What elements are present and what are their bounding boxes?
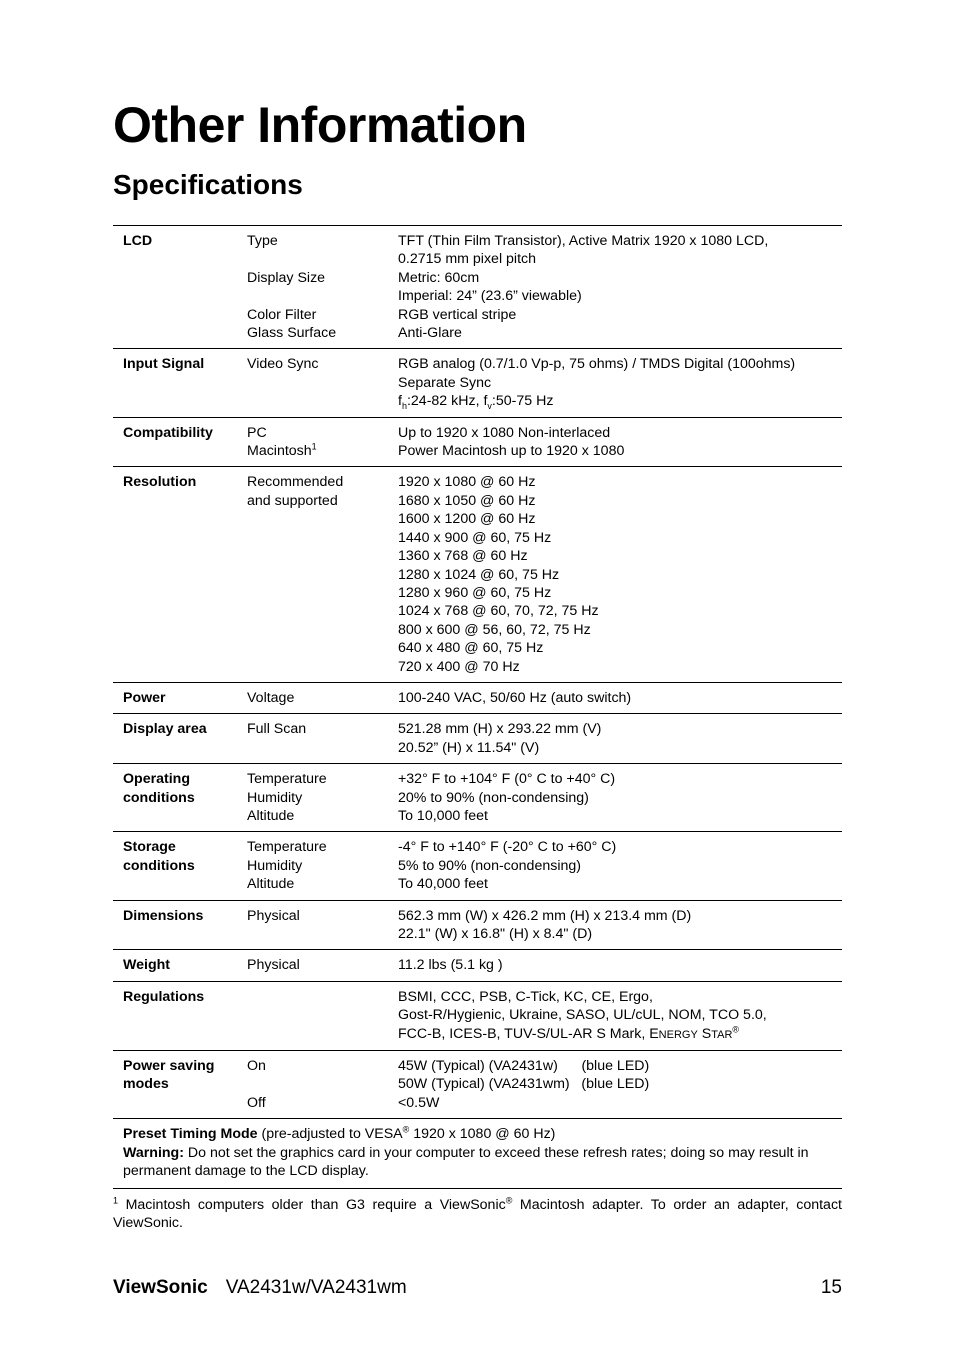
value-cell <box>398 838 842 893</box>
table-row <box>113 226 842 349</box>
footnote-marker: 1 <box>113 1195 119 1206</box>
page-number: 15 <box>820 1277 842 1298</box>
value-cell <box>398 907 842 944</box>
value-text: +32° F to +104° F (0° C to +40° C) <box>398 771 616 788</box>
category-label: Regulations <box>123 988 205 1005</box>
value-text: 45W (Typical) (VA2431w) (blue LED) <box>398 1058 650 1075</box>
value-text: RGB analog (0.7/1.0 Vp-p, 75 ohms) / TMDS Digital (100ohms) <box>398 356 796 373</box>
item-label: Video Sync <box>247 356 319 373</box>
section-title: Specifications <box>113 169 303 200</box>
value-text: RGB vertical stripe <box>398 306 517 323</box>
table-row <box>113 950 842 981</box>
item-cell <box>247 907 398 944</box>
preset-timing-label: Preset Timing Mode <box>123 1126 258 1143</box>
item-cell <box>247 424 398 461</box>
category-cell <box>123 988 247 1044</box>
category-label: conditions <box>123 857 195 874</box>
value-text: 1360 x 768 @ 60 Hz <box>398 548 528 565</box>
value-cell <box>398 473 842 675</box>
item-label: Voltage <box>247 689 295 706</box>
brand-name: ViewSonic <box>113 1277 208 1298</box>
category-cell <box>123 424 247 461</box>
value-text: 100-240 VAC, 50/60 Hz (auto switch) <box>398 689 632 706</box>
category-cell <box>123 838 247 893</box>
table-row <box>113 714 842 764</box>
category-label: Dimensions <box>123 907 204 924</box>
table-row <box>113 418 842 468</box>
item-cell <box>247 956 398 974</box>
category-label: Compatibility <box>123 424 213 441</box>
value-text: 1600 x 1200 @ 60 Hz <box>398 511 536 528</box>
value-cell <box>398 355 842 410</box>
value-text: 1280 x 1024 @ 60, 75 Hz <box>398 566 560 583</box>
table-row <box>113 901 842 951</box>
table-row <box>113 1051 842 1119</box>
item-label <box>247 1075 398 1093</box>
table-row <box>113 832 842 900</box>
value-text: 800 x 600 @ 56, 60, 72, 75 Hz <box>398 621 591 638</box>
value-text: 1920 x 1080 @ 60 Hz <box>398 474 536 491</box>
specifications-table <box>113 225 842 1189</box>
value-text: 640 x 480 @ 60, 75 Hz <box>398 640 544 657</box>
category-cell <box>123 689 247 707</box>
value-text: 720 x 400 @ 70 Hz <box>398 658 520 675</box>
item-label: On <box>247 1058 266 1075</box>
item-cell <box>247 770 398 825</box>
value-cell <box>398 424 842 461</box>
frequency-range: $f_h:24-82$ kHz, $f_v:50-75$ Hz <box>398 393 554 412</box>
value-text: 1680 x 1050 @ 60 Hz <box>398 492 536 509</box>
item-cell <box>247 232 398 342</box>
value-text: FCC-B, ICES-B, TUV-S/UL-AR S Mark, ENERGY STAR® <box>398 1023 740 1042</box>
footnote-marker: 1 <box>311 441 317 452</box>
category-cell <box>123 1057 247 1112</box>
category-cell <box>123 907 247 944</box>
page-title: Other Information <box>113 97 527 153</box>
category-cell <box>123 232 247 342</box>
item-label: Temperature <box>247 839 327 856</box>
item-label: Display Size <box>247 269 326 286</box>
item-label: Recommended <box>247 474 344 491</box>
item-label: Physical <box>247 957 300 974</box>
item-label: Physical <box>247 907 300 924</box>
category-label: modes <box>123 1076 169 1093</box>
item-label: Humidity <box>247 789 303 806</box>
value-text: 5% to 90% (non-condensing) <box>398 857 581 874</box>
preset-timing-note <box>113 1119 842 1189</box>
value-text: Metric: 60cm <box>398 269 480 286</box>
registered-mark: ® <box>505 1195 513 1206</box>
value-text: Anti-Glare <box>398 325 462 342</box>
category-cell <box>123 770 247 825</box>
table-row <box>113 467 842 682</box>
item-label: Full Scan <box>247 721 307 738</box>
item-label: Type <box>247 233 278 249</box>
category-label: Input Signal <box>123 356 205 373</box>
item-label <box>247 250 398 268</box>
category-label: Power <box>123 689 166 706</box>
preset-timing-line: Preset Timing Mode (pre-adjusted to VESA® 1920 x 1080 @ 60 Hz) <box>123 1124 556 1143</box>
item-cell <box>247 355 398 410</box>
category-label: Operating <box>123 771 191 788</box>
value-text: Up to 1920 x 1080 Non-interlaced <box>398 424 611 441</box>
value-text: 1024 x 768 @ 60, 70, 72, 75 Hz <box>398 603 599 620</box>
value-cell <box>398 988 842 1044</box>
value-cell <box>398 720 842 757</box>
category-cell <box>123 720 247 757</box>
value-cell <box>398 232 842 342</box>
item-cell <box>247 1057 398 1112</box>
value-text: Imperial: 24” (23.6” viewable) <box>398 288 582 305</box>
category-label: conditions <box>123 789 195 806</box>
item-label: Glass Surface <box>247 325 337 341</box>
category-label: Display area <box>123 721 207 738</box>
value-text: 0.2715 mm pixel pitch <box>398 251 537 268</box>
category-label: Weight <box>123 957 171 974</box>
table-row <box>113 683 842 714</box>
category-cell <box>123 473 247 675</box>
category-label: Power saving <box>123 1058 215 1075</box>
registered-mark: ® <box>402 1124 410 1135</box>
category-cell <box>123 956 247 974</box>
item-label: Off <box>247 1094 266 1111</box>
value-text: Separate Sync <box>398 374 492 391</box>
value-text: To 40,000 feet <box>398 876 488 893</box>
value-text: Gost-R/Hygienic, Ukraine, SASO, UL/cUL, NOM, TCO 5.0, <box>398 1007 767 1024</box>
item-cell <box>247 473 398 675</box>
footnote: $^1$ Macintosh computers older than G3 require a ViewSonic® Macintosh adapter. To order an adapter, contact ViewSonic. <box>113 1195 842 1231</box>
item-label: Color Filter <box>247 306 317 323</box>
value-text: 50W (Typical) (VA2431wm) (blue LED) <box>398 1076 650 1093</box>
item-cell <box>247 720 398 757</box>
value-text: 20% to 90% (non-condensing) <box>398 789 589 806</box>
value-text: 20.52” (H) x 11.54" (V) <box>398 739 540 756</box>
item-label <box>247 287 398 305</box>
item-label: Altitude <box>247 807 295 824</box>
table-row <box>113 764 842 832</box>
value-text: BSMI, CCC, PSB, C-Tick, KC, CE, Ergo, <box>398 988 653 1005</box>
table-row <box>113 982 842 1051</box>
value-cell <box>398 689 842 707</box>
value-cell <box>398 1057 842 1112</box>
value-text: 1440 x 900 @ 60, 75 Hz <box>398 529 552 546</box>
category-cell <box>123 355 247 410</box>
category-label: LCD <box>123 233 153 249</box>
value-text: 11.2 lbs (5.1 kg ) <box>398 957 503 974</box>
item-label: PC <box>247 424 267 441</box>
item-label: Temperature <box>247 771 327 788</box>
item-cell <box>247 689 398 707</box>
value-text: Power Macintosh up to 1920 x 1080 <box>398 443 625 460</box>
item-cell <box>247 838 398 893</box>
value-cell <box>398 770 842 825</box>
value-text: TFT (Thin Film Transistor), Active Matrix 1920 x 1080 LCD, <box>398 233 769 249</box>
item-label: Macintosh$^1$ <box>247 441 317 460</box>
value-text: 22.1" (W) x 16.8" (H) x 8.4" (D) <box>398 926 593 942</box>
value-text: 1280 x 960 @ 60, 75 Hz <box>398 584 552 601</box>
item-label: and supported <box>247 492 338 509</box>
value-text: -4° F to +140° F (-20° C to +60° C) <box>398 839 617 856</box>
value-text: 562.3 mm (W) x 426.2 mm (H) x 213.4 mm (D) <box>398 907 692 924</box>
warning-text: Warning: Do not set the graphics card in your computer to exceed these refresh rates; doing so may result in permanent damage to the LCD display. <box>123 1144 809 1180</box>
item-cell <box>247 988 398 1044</box>
value-cell <box>398 956 842 974</box>
page-footer <box>113 1276 842 1300</box>
value-text: 521.28 mm (H) x 293.22 mm (V) <box>398 721 602 738</box>
category-label: Resolution <box>123 474 197 491</box>
value-text: <0.5W <box>398 1094 440 1111</box>
item-label: Altitude <box>247 876 295 893</box>
table-row <box>113 349 842 417</box>
model-name: VA2431w/VA2431wm <box>225 1277 407 1298</box>
warning-label: Warning: <box>123 1144 184 1161</box>
category-label: Storage <box>123 839 176 856</box>
registered-mark: ® <box>732 1023 740 1034</box>
value-text: To 10,000 feet <box>398 807 488 824</box>
item-label: Humidity <box>247 857 303 874</box>
